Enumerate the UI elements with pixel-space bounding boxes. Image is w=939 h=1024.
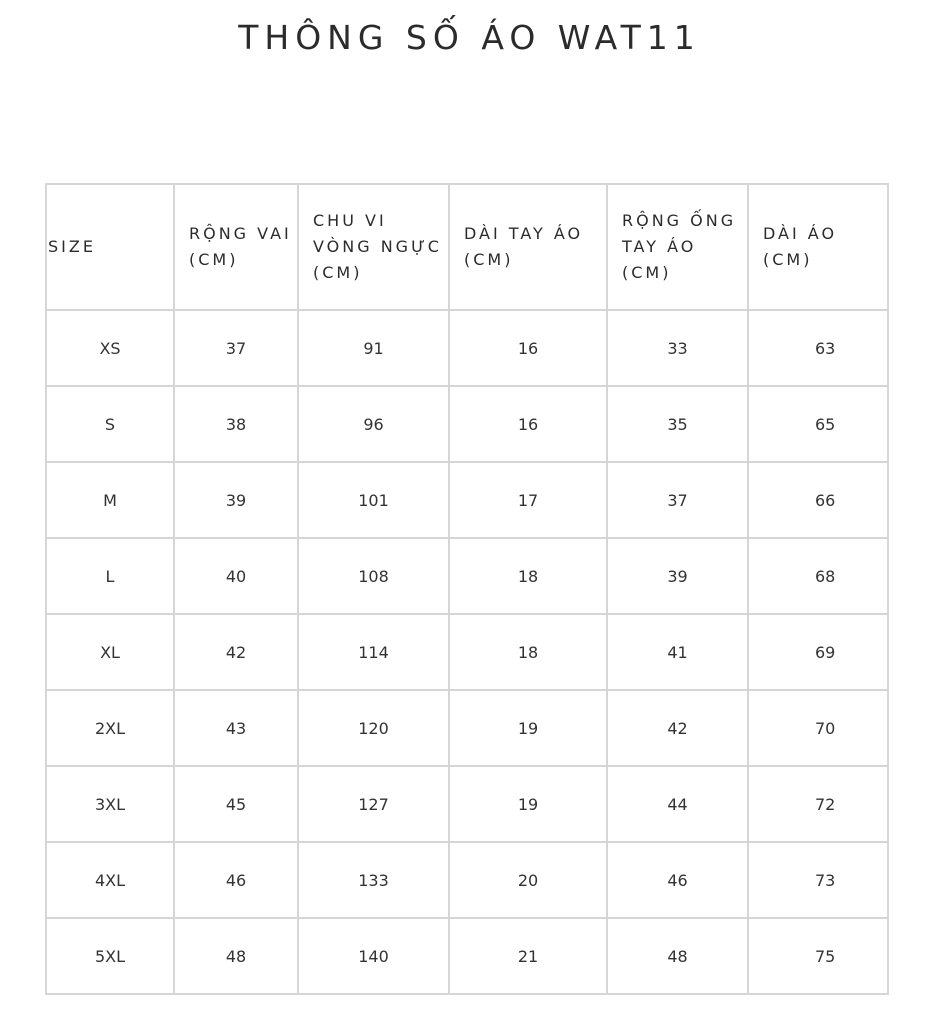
cell-chest: 101 — [298, 462, 449, 538]
header-shirt-length: DÀI ÁO (CM) — [748, 184, 888, 310]
cell-sleeve-length: 18 — [449, 614, 607, 690]
cell-sleeve-length: 20 — [449, 842, 607, 918]
cell-sleeve-length: 21 — [449, 918, 607, 994]
cell-sleeve-length: 16 — [449, 310, 607, 386]
size-chart-table — [45, 183, 889, 995]
header-row — [46, 184, 888, 310]
cell-chest: 133 — [298, 842, 449, 918]
cell-size: M — [46, 462, 174, 538]
table-row — [46, 310, 888, 386]
page-title: THÔNG SỐ ÁO WAT11 — [238, 18, 701, 57]
table-row — [46, 614, 888, 690]
cell-shirt-length: 73 — [748, 842, 888, 918]
cell-sleeve-opening: 37 — [607, 462, 748, 538]
cell-shirt-length: 75 — [748, 918, 888, 994]
cell-shoulder-width: 39 — [174, 462, 298, 538]
cell-chest: 127 — [298, 766, 449, 842]
cell-size: 5XL — [46, 918, 174, 994]
header-chest: CHU VI VÒNG NGỰC (CM) — [298, 184, 449, 310]
cell-chest: 114 — [298, 614, 449, 690]
cell-chest: 91 — [298, 310, 449, 386]
cell-shoulder-width: 48 — [174, 918, 298, 994]
cell-sleeve-opening: 42 — [607, 690, 748, 766]
header-sleeve-length: DÀI TAY ÁO (CM) — [449, 184, 607, 310]
table-row — [46, 386, 888, 462]
cell-shoulder-width: 45 — [174, 766, 298, 842]
cell-sleeve-opening: 44 — [607, 766, 748, 842]
cell-sleeve-length: 18 — [449, 538, 607, 614]
cell-chest: 96 — [298, 386, 449, 462]
cell-size: 3XL — [46, 766, 174, 842]
cell-chest: 120 — [298, 690, 449, 766]
cell-size: XL — [46, 614, 174, 690]
table-row — [46, 766, 888, 842]
cell-sleeve-opening: 39 — [607, 538, 748, 614]
cell-sleeve-length: 16 — [449, 386, 607, 462]
cell-shoulder-width: 46 — [174, 842, 298, 918]
cell-sleeve-length: 19 — [449, 690, 607, 766]
table-row — [46, 918, 888, 994]
cell-sleeve-opening: 46 — [607, 842, 748, 918]
cell-sleeve-length: 19 — [449, 766, 607, 842]
cell-chest: 140 — [298, 918, 449, 994]
cell-shoulder-width: 37 — [174, 310, 298, 386]
cell-shoulder-width: 38 — [174, 386, 298, 462]
cell-sleeve-length: 17 — [449, 462, 607, 538]
cell-shoulder-width: 42 — [174, 614, 298, 690]
cell-shoulder-width: 43 — [174, 690, 298, 766]
cell-sleeve-opening: 41 — [607, 614, 748, 690]
cell-sleeve-opening: 35 — [607, 386, 748, 462]
cell-size: L — [46, 538, 174, 614]
cell-shirt-length: 68 — [748, 538, 888, 614]
table-row — [46, 462, 888, 538]
header-sleeve-opening: RỘNG ỐNG TAY ÁO (CM) — [607, 184, 748, 310]
cell-shirt-length: 65 — [748, 386, 888, 462]
cell-shirt-length: 63 — [748, 310, 888, 386]
cell-size: 2XL — [46, 690, 174, 766]
cell-shirt-length: 72 — [748, 766, 888, 842]
cell-shirt-length: 66 — [748, 462, 888, 538]
cell-size: S — [46, 386, 174, 462]
table-row — [46, 538, 888, 614]
table-row — [46, 842, 888, 918]
cell-shirt-length: 69 — [748, 614, 888, 690]
cell-shirt-length: 70 — [748, 690, 888, 766]
header-shoulder-width: RỘNG VAI (CM) — [174, 184, 298, 310]
header-size: SIZE — [46, 184, 174, 310]
table-row — [46, 690, 888, 766]
cell-sleeve-opening: 48 — [607, 918, 748, 994]
cell-sleeve-opening: 33 — [607, 310, 748, 386]
cell-chest: 108 — [298, 538, 449, 614]
cell-size: 4XL — [46, 842, 174, 918]
cell-size: XS — [46, 310, 174, 386]
cell-shoulder-width: 40 — [174, 538, 298, 614]
